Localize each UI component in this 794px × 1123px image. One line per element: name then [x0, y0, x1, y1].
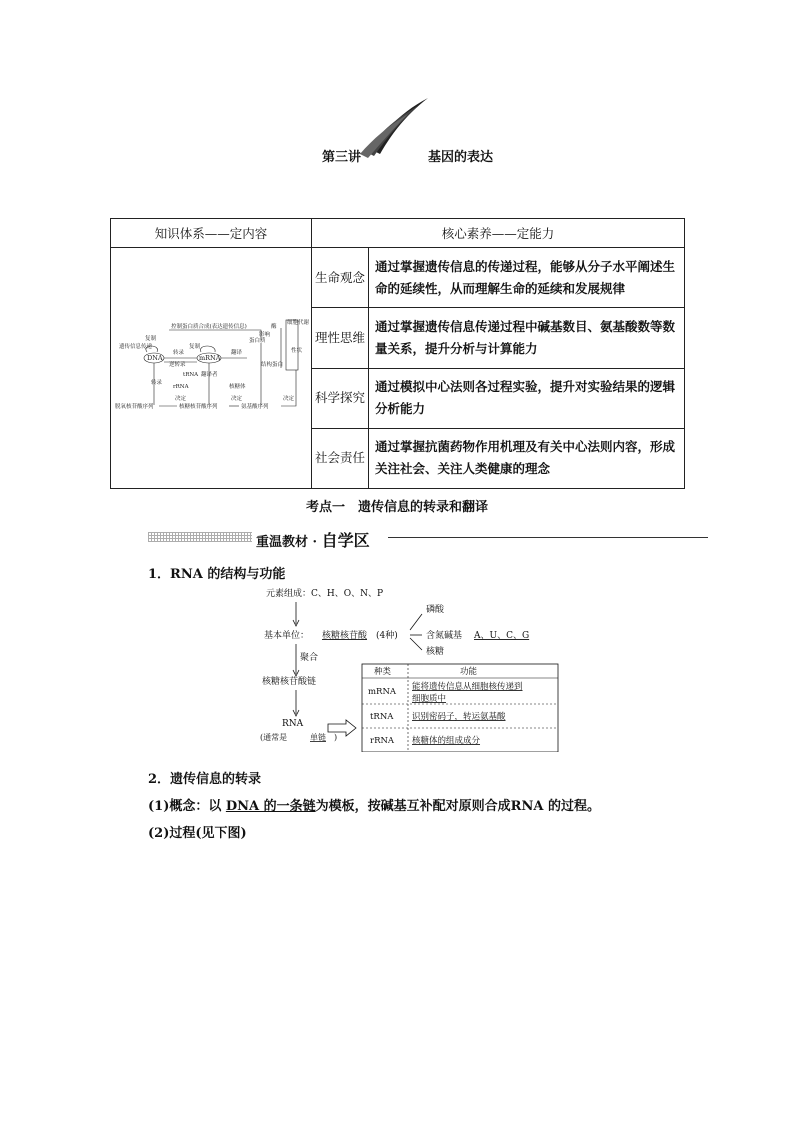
diagram-anjisuan: 氨基酸序列 [241, 404, 269, 410]
section-bar [148, 528, 708, 550]
section-prefix: 重温教材 · [256, 535, 322, 550]
rna-type-trna: tRNA [370, 712, 394, 722]
description-scientific-inquiry: 通过模拟中心法则各过程实验，提升对实验结果的逻辑分析能力 [369, 368, 685, 428]
section-big: 自学区 [321, 531, 370, 550]
rna-lian: 核糖核苷酸链 [262, 677, 317, 687]
rna-col-func: 功能 [460, 667, 478, 677]
transcription-concept [148, 795, 600, 814]
rna-unit-prefix: 基本单位： [264, 631, 310, 641]
table-header-competency: 核心素养——定能力 [312, 219, 685, 248]
knowledge-competency-table [110, 218, 685, 489]
central-dogma-diagram [111, 248, 311, 488]
diagram-jueding1: 决定 [175, 396, 187, 402]
diagram-jiegou: 结构蛋白 [261, 362, 284, 368]
rna-hetang: 核糖 [426, 647, 445, 657]
transcription-heading: 2．遗传信息的转录 [148, 772, 262, 787]
diagram-hetang-seq: 核糖核苷酸序列 [179, 404, 218, 410]
diagram-yingxiang: 影响 [259, 332, 271, 338]
diagram-fanyi: 翻译 [231, 350, 243, 356]
rna-func-rrna: 核糖体的组成成分 [412, 736, 481, 746]
diagram-fuzhi2: 复制 [189, 344, 201, 350]
description-life-concept: 通过掌握遗传信息的传递过程，能够从分子水平阐述生命的延续性，从而理解生命的延续和发展规律 [369, 248, 685, 308]
rna-danlian: 单链 [310, 733, 326, 742]
diagram-mei: 酶 [271, 324, 277, 330]
section-divider [388, 537, 708, 538]
lecture-topic: 基因的表达 [428, 150, 494, 165]
rna-unit-count: (4种) [376, 631, 398, 641]
rna-type-rrna: rRNA [370, 736, 395, 746]
concept-suffix: 为模板，按碱基互补配对原则合成RNA 的过程。 [315, 799, 600, 814]
diagram-zhuanlu2: 转录 [151, 380, 163, 386]
diagram-trna: tRNA [183, 372, 199, 378]
rna-col-type: 种类 [374, 667, 392, 677]
diagram-top-label: 控制蛋白质合成(表达遗传信息) [171, 324, 247, 330]
rna-type-mrna: mRNA [368, 687, 397, 697]
description-social-responsibility: 通过掌握抗菌药物作用机理及有关中心法则内容，形成关注社会、关注人类健康的理念 [369, 428, 685, 488]
rna-jianji: A、U、C、G [474, 631, 530, 641]
diagram-fanyizhe: 翻译者 [201, 372, 218, 378]
rna-elements: 元素组成：C、H、O、N、P [266, 589, 384, 599]
diagram-rrna: rRNA [173, 384, 189, 390]
transcription-process: (2)过程(见下图) [148, 826, 247, 841]
rna-danlian-prefix: (通常是 [260, 733, 288, 742]
description-rational-thinking: 通过掌握遗传信息传递过程中碱基数目、氨基酸数等数量关系，提升分析与计算能力 [369, 308, 685, 368]
diagram-danbaizhi: 蛋白质 [249, 338, 266, 344]
rna-func-trna: 识别密码子，转运氨基酸 [412, 712, 506, 722]
diagram-xibao: 细胞代谢 [287, 320, 310, 326]
table-header-knowledge: 知识体系——定内容 [111, 219, 312, 248]
rna-danlian-suffix: ) [334, 733, 338, 742]
diagram-hetangti: 核糖体 [229, 384, 246, 390]
rna-juhe: 聚合 [300, 653, 319, 663]
section-hatch-decoration [148, 532, 252, 542]
rna-heading: 1．RNA 的结构与功能 [148, 567, 286, 582]
category-social-responsibility: 社会责任 [312, 428, 369, 488]
diagram-xingzhuang: 性状 [291, 348, 303, 354]
category-life-concept: 生命观念 [312, 248, 369, 308]
rna-func-mrna-2: 细胞质中 [412, 694, 447, 704]
diagram-fuzhi1: 复制 [145, 336, 157, 342]
diagram-mrna: mRNA [199, 354, 221, 362]
section-title [256, 528, 370, 551]
rna-structure-diagram [250, 582, 570, 752]
kaodian-title: 考点一 遗传信息的转录和翻译 [305, 500, 488, 515]
lecture-number: 第三讲 [322, 150, 362, 165]
rna-lin: 磷酸 [426, 605, 445, 615]
diagram-left-label: 遗传信息传递 [119, 344, 153, 350]
rna-unit: 核糖核苷酸 [322, 631, 368, 641]
knowledge-diagram-cell [111, 248, 312, 489]
diagram-tuoyang: 脱氧核苷酸序列 [115, 404, 154, 410]
category-scientific-inquiry: 科学探究 [312, 368, 369, 428]
category-rational-thinking: 理性思维 [312, 308, 369, 368]
concept-underlined: DNA 的一条链 [225, 799, 316, 814]
rna-jianji-prefix: 含氮碱基 [426, 631, 463, 641]
diagram-jueding2: 决定 [231, 396, 243, 402]
diagram-dna: DNA [147, 354, 163, 362]
concept-prefix: (1)概念：以 [148, 799, 226, 814]
rna-func-mrna-1: 能将遗传信息从细胞核传递到 [412, 682, 523, 692]
title-swoosh-decoration [0, 98, 794, 168]
diagram-zhuanlu1: 转录 [173, 350, 185, 356]
diagram-nizhuanlu: 逆转录 [169, 362, 186, 368]
rna-label: RNA [282, 719, 304, 729]
diagram-jueding3: 决定 [283, 396, 295, 402]
